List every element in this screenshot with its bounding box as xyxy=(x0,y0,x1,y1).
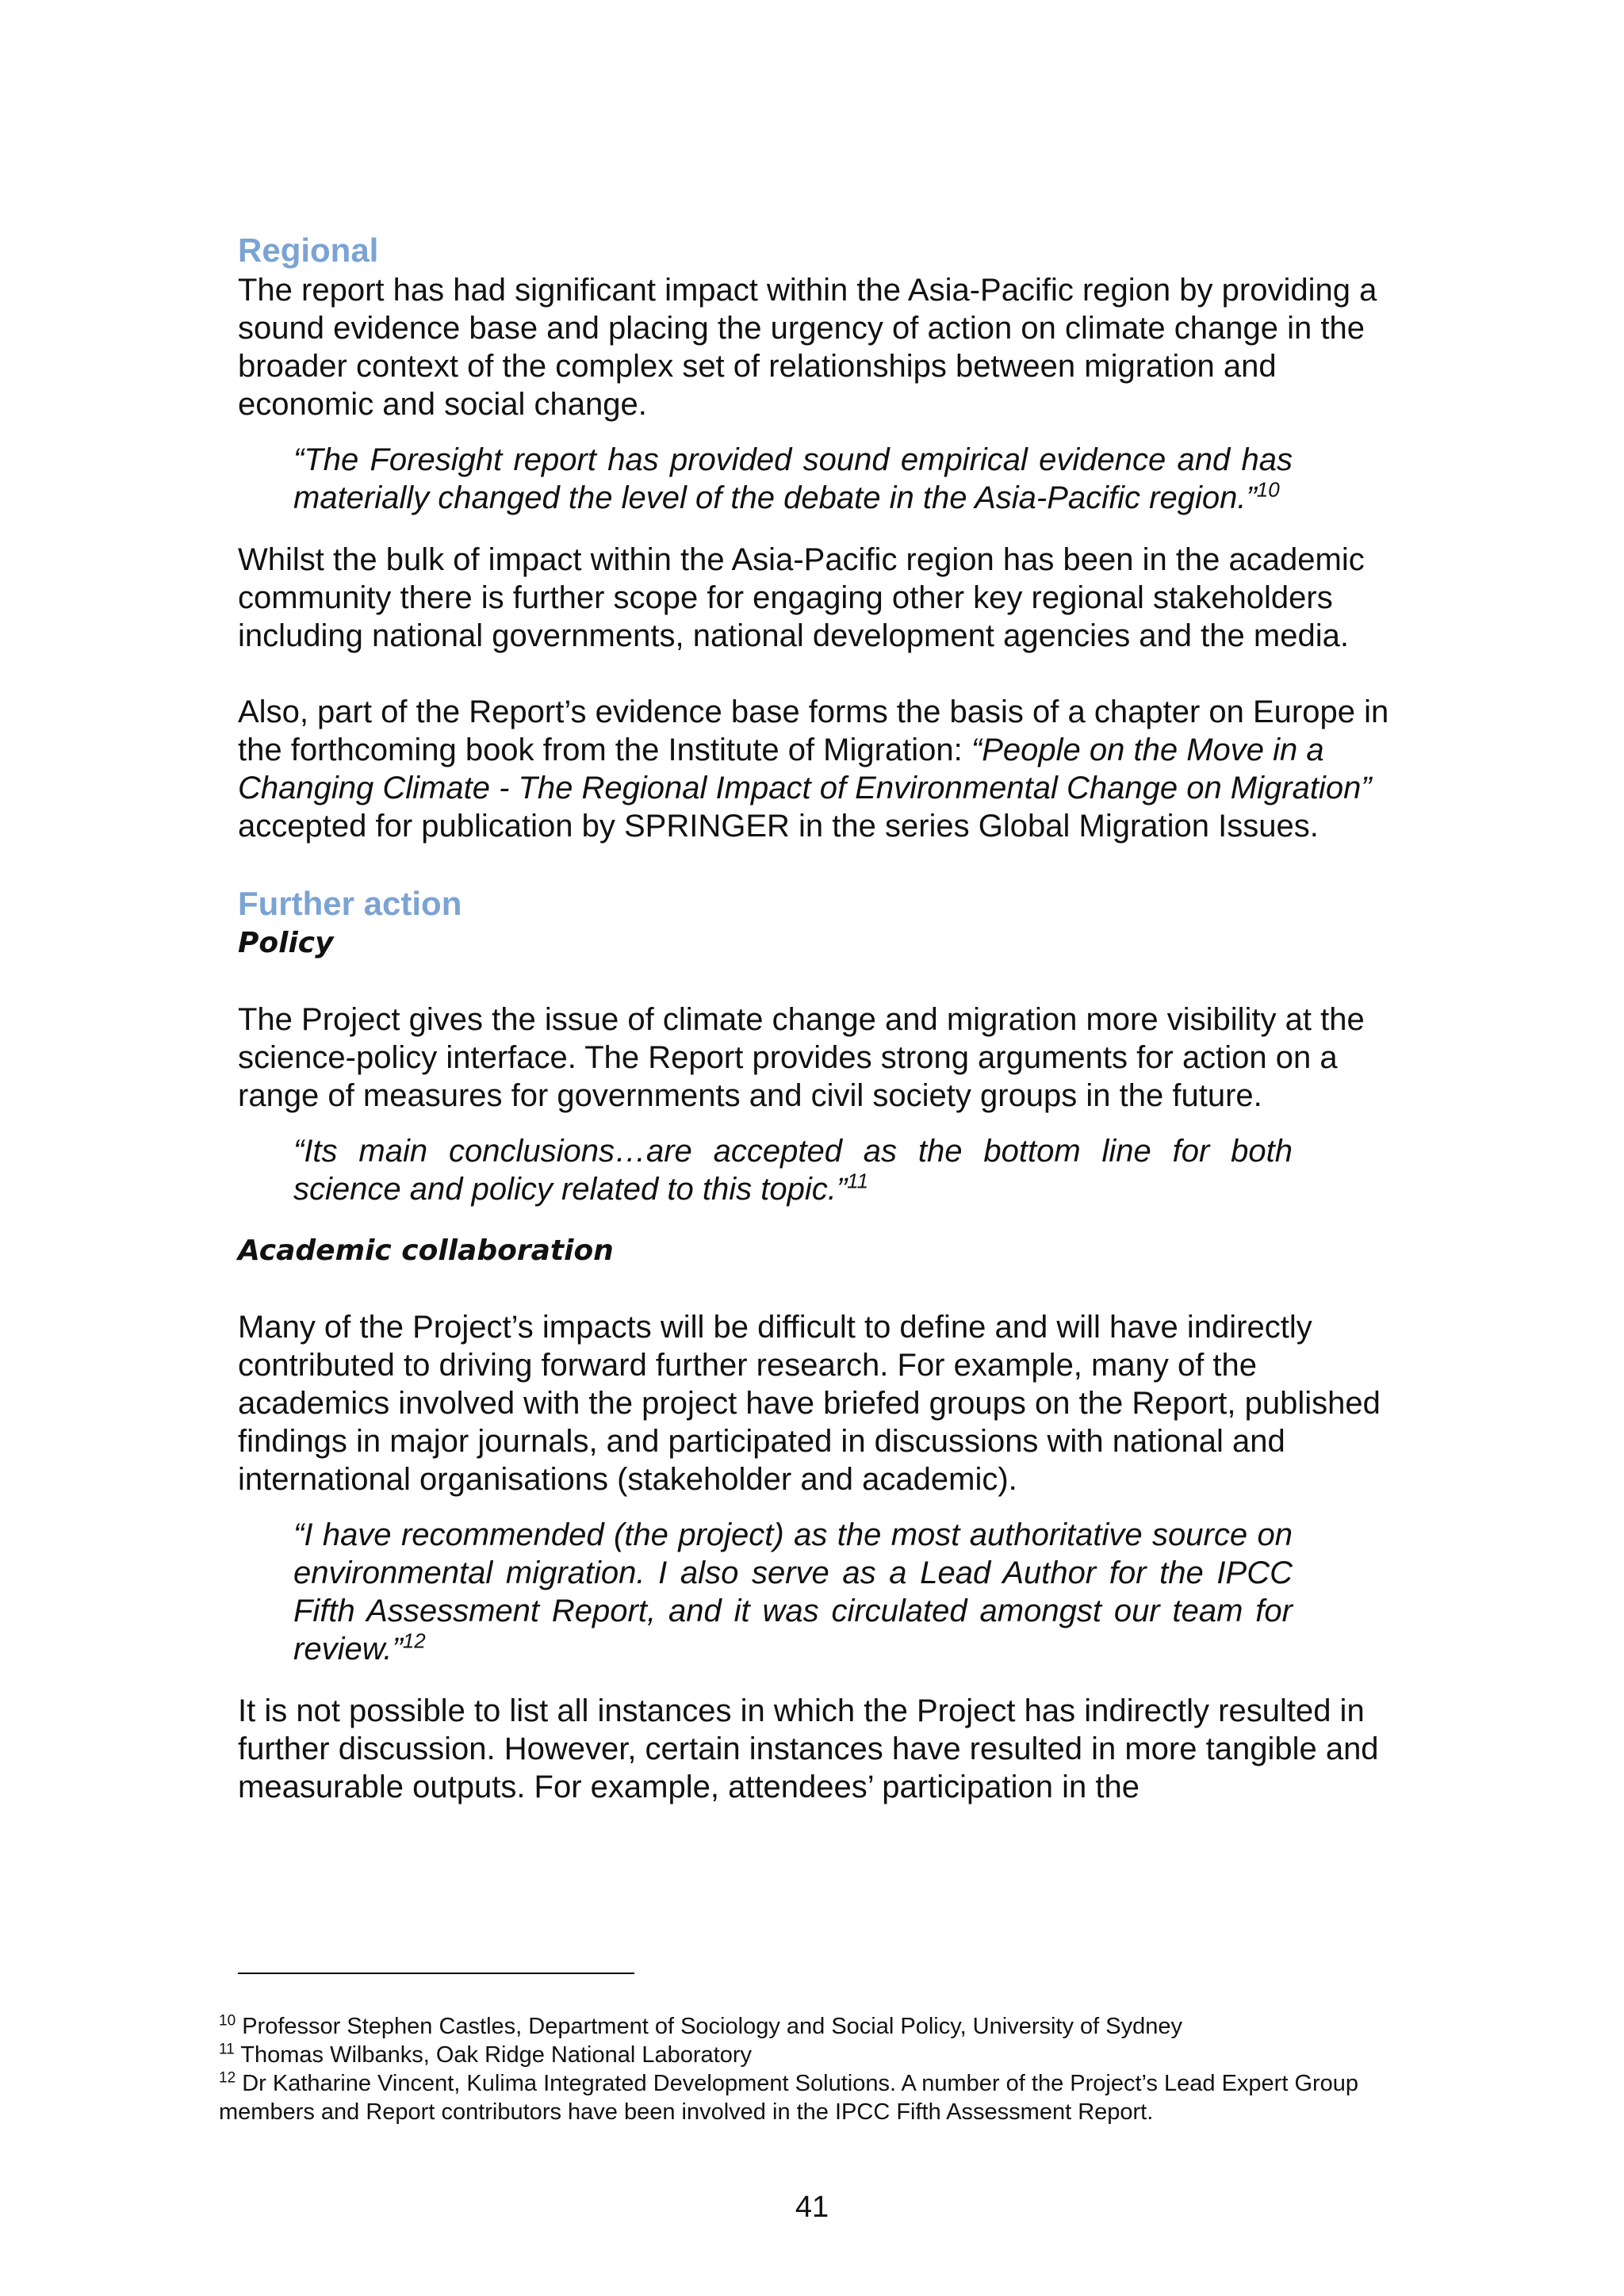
policy-heading: Policy xyxy=(238,927,334,959)
footnote-separator xyxy=(238,1973,634,1974)
regional-paragraph-3 xyxy=(238,693,1411,845)
page-number: 41 xyxy=(795,2191,829,2224)
regional-paragraph-2: Whilst the bulk of impact within the Asia-Pacific region has been in the academic community there is further scope for engaging other key regional stakeholders including national governments, national development agencies and the media. xyxy=(238,542,1365,653)
regional-paragraph-3-start: Also, part of the Report’s evidence base forms the basis of a chapter on Europe in the forthcoming book from the Institute of Migration: xyxy=(238,695,1389,767)
regional-heading: Regional xyxy=(238,232,379,269)
footnote-12 xyxy=(219,2069,1416,2126)
footnote-number: 11 xyxy=(219,2041,235,2058)
main-content xyxy=(238,230,1411,1806)
quote-conclusions xyxy=(293,1132,1293,1208)
book-title: “People on the Move in a Changing Climate - The Regional Impact of Environmental Change on Migration” xyxy=(238,733,1372,806)
footnote-text: Dr Katharine Vincent, Kulima Integrated Development Solutions. A number of the Project’s Lead Expert Group members and Report contributors have been involved in the IPCC Fifth Assessment Report. xyxy=(219,2071,1359,2125)
footnote-11 xyxy=(219,2041,1416,2069)
regional-paragraph-3-end: accepted for publication by SPRINGER in the series Global Migration Issues. xyxy=(238,809,1319,844)
academic-paragraph-2: It is not possible to list all instances in which the Project has indirectly resulted in further discussion. However, certain instances have resulted in more tangible and measurable outputs. For example, attendees’ participation in the xyxy=(238,1693,1379,1804)
footnote-ref-10: 10 xyxy=(1256,477,1280,502)
academic-collaboration-heading: Academic collaboration xyxy=(238,1234,614,1267)
footnote-ref-11: 11 xyxy=(847,1169,869,1193)
quote-conclusions-text: “Its main conclusions…are accepted as the bottom line for both science and policy related to this topic.” xyxy=(293,1134,1293,1207)
footnotes xyxy=(219,2012,1416,2126)
regional-paragraph-1: The report has had significant impact within the Asia-Pacific region by providing a sound evidence base and placing the urgency of action on climate change in the broader context of the complex set of relationships between migration and economic and social change. xyxy=(238,273,1377,422)
academic-paragraph-1: Many of the Project’s impacts will be difficult to define and will have indirectly contributed to driving forward further research. For example, many of the academics involved with the project have briefed groups on the Report, published findings in major journals, and participated in discussions with national and international organisations (stakeholder and academic). xyxy=(238,1310,1381,1497)
quote-authoritative-source-text: “I have recommended (the project) as the most authoritative source on environmental migration. I also serve as a Lead Author for the IPCC Fifth Assessment Report, and it was circulated amongst our team for review.” xyxy=(293,1517,1293,1667)
footnote-ref-12: 12 xyxy=(402,1628,426,1653)
footnote-text: Thomas Wilbanks, Oak Ridge National Laboratory xyxy=(234,2042,753,2068)
quote-asia-pacific-text: “The Foresight report has provided sound empirical evidence and has materially changed the level of the debate in the Asia-Pacific region.” xyxy=(293,442,1293,515)
quote-authoritative-source xyxy=(293,1516,1293,1668)
footnote-number: 10 xyxy=(219,2012,236,2030)
footnote-text: Professor Stephen Castles, Department of Sociology and Social Policy, University of Sydney xyxy=(236,2014,1183,2039)
footnote-number: 12 xyxy=(219,2069,236,2087)
quote-asia-pacific xyxy=(293,441,1293,517)
policy-paragraph: The Project gives the issue of climate change and migration more visibility at the science-policy interface. The Report provides strong arguments for action on a range of measures for governments and civil society groups in the future. xyxy=(238,1002,1365,1113)
footnote-10 xyxy=(219,2012,1416,2041)
further-action-heading: Further action xyxy=(238,885,462,922)
